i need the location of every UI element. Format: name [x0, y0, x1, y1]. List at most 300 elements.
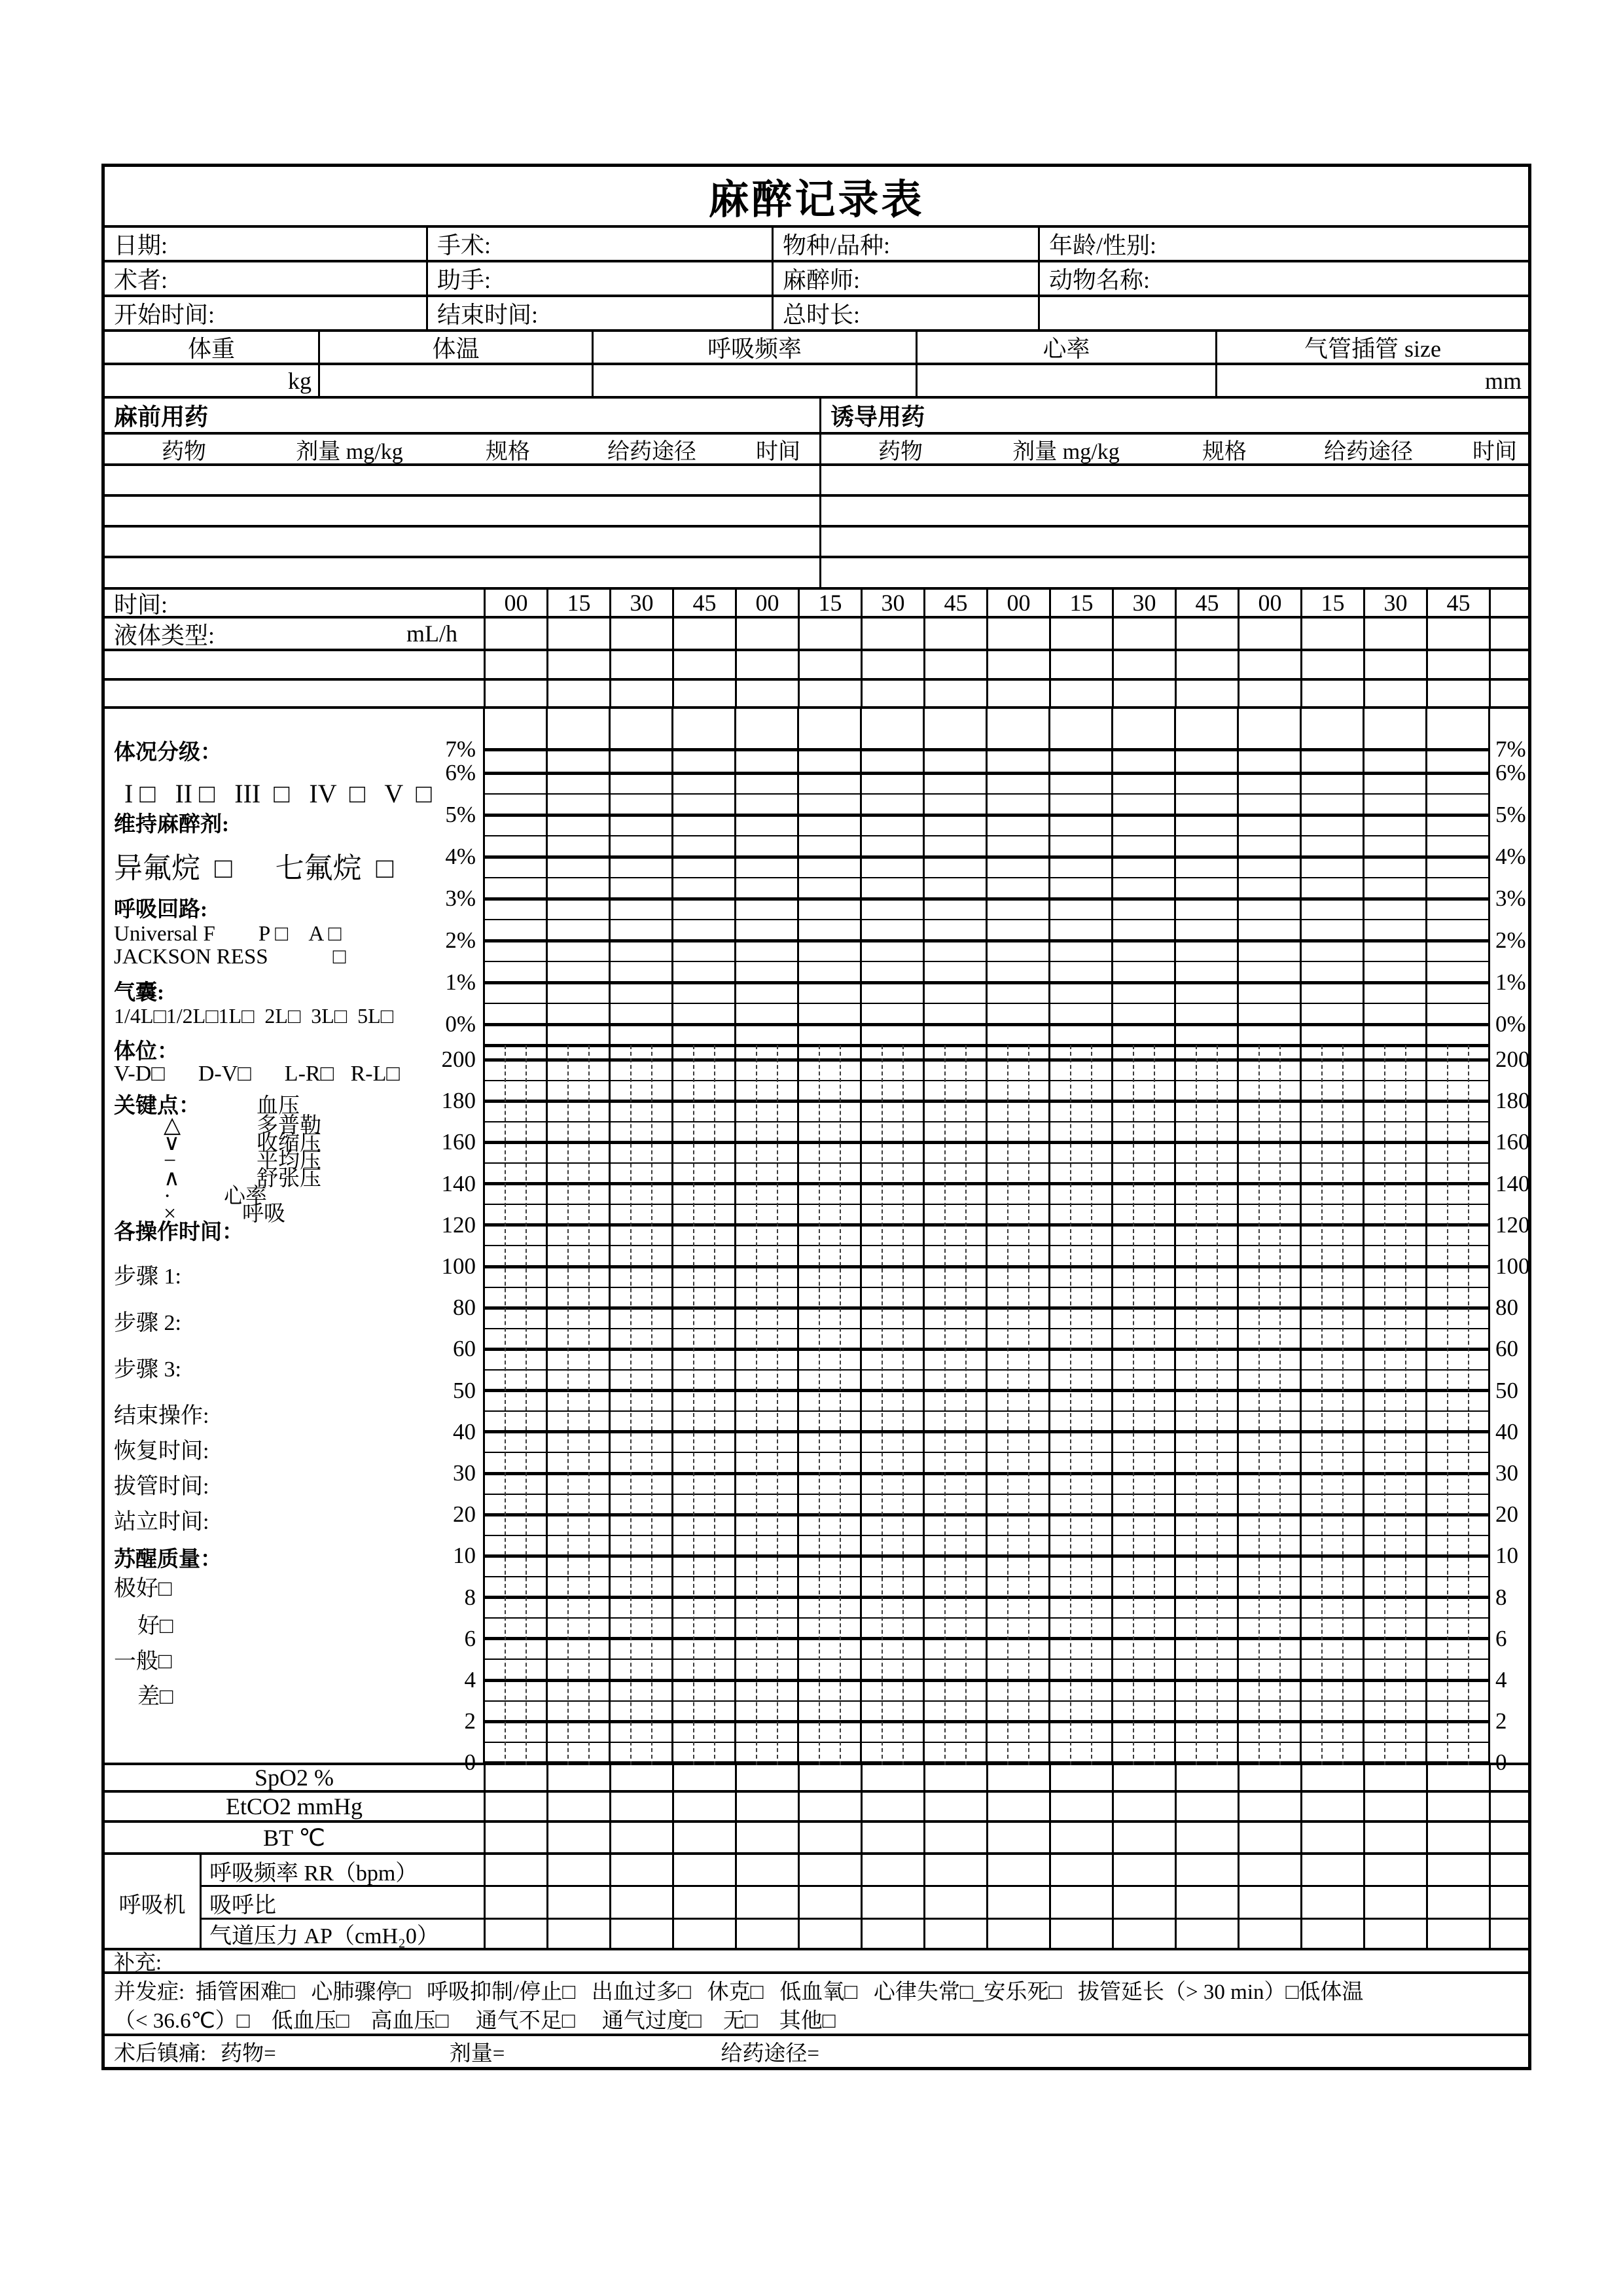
grid-cell[interactable] [986, 619, 1049, 649]
grid-cell[interactable] [1426, 1793, 1489, 1820]
grid-cell[interactable] [1112, 1793, 1175, 1820]
grid-dashed-line [840, 1045, 841, 1765]
grid-cell-narrow[interactable] [1489, 1793, 1528, 1820]
grid-cell[interactable] [546, 1919, 609, 1948]
grid-line [1300, 709, 1302, 1765]
grid-cell[interactable] [546, 1793, 609, 1820]
grid-cell[interactable] [1363, 619, 1426, 649]
grid-cell[interactable] [1363, 1765, 1426, 1790]
grid-cell[interactable] [1300, 651, 1363, 678]
start-time-label: 开始时间: [114, 302, 215, 328]
grid-cell[interactable] [1112, 1855, 1175, 1886]
supplement-row[interactable] [105, 1950, 1528, 1974]
grid-cell[interactable]: 00 [1238, 590, 1300, 616]
form-title-row [105, 167, 1528, 228]
grid-cell[interactable] [923, 1793, 986, 1820]
surgery-label: 手术: [437, 232, 491, 259]
duration-field[interactable] [772, 297, 1038, 329]
position-options[interactable]: V-D□ D-V□ L-R□ R-L□ [114, 1062, 400, 1086]
grid-cell-narrow[interactable] [1489, 681, 1528, 706]
col-time: 时间 [756, 439, 800, 464]
extra-row-label-cell[interactable] [105, 651, 484, 678]
grid-dashed-line [819, 1045, 820, 1765]
grid-cell[interactable] [672, 1855, 735, 1886]
grid-cell[interactable] [1175, 1919, 1238, 1948]
vitals-scale-label: 20 [453, 1501, 476, 1528]
grid-cell[interactable] [609, 651, 672, 678]
legend-heart-rate: 心率 [224, 1185, 267, 1208]
grid-cell[interactable] [546, 681, 609, 706]
grid-cell[interactable] [546, 619, 609, 649]
grid-cell[interactable] [1363, 1823, 1426, 1852]
grid-cell[interactable] [1175, 651, 1238, 678]
grid-cell[interactable] [923, 681, 986, 706]
info-empty-cell[interactable] [1038, 297, 1528, 329]
grid-cell[interactable] [609, 1793, 672, 1820]
grid-cell[interactable] [672, 1765, 735, 1790]
grid-cell[interactable] [986, 1765, 1049, 1790]
induction-entry-cell[interactable] [819, 528, 1528, 556]
grid-cell[interactable] [546, 651, 609, 678]
premed-entry-cell[interactable] [105, 466, 819, 494]
grid-cell[interactable] [1049, 1823, 1112, 1852]
anesthetist-field[interactable] [772, 262, 1038, 295]
grid-cell[interactable] [1112, 1919, 1175, 1948]
grid-cell[interactable] [546, 1886, 609, 1919]
grid-cell[interactable] [1112, 651, 1175, 678]
grid-cell[interactable]: 15 [1049, 590, 1112, 616]
postop-drug-field[interactable]: 药物= [221, 2042, 276, 2066]
grid-cell[interactable] [986, 651, 1049, 678]
grid-cell[interactable] [798, 651, 861, 678]
grid-cell[interactable] [609, 1765, 672, 1790]
grid-line [1425, 709, 1427, 1765]
percent-scale-label: 5% [1495, 802, 1526, 827]
grid-cell[interactable] [861, 681, 923, 706]
grid-cell[interactable] [484, 1765, 546, 1790]
grid-cell[interactable] [1363, 1919, 1426, 1948]
end-op-field[interactable]: 结束操作: [114, 1404, 209, 1428]
start-time-field[interactable] [105, 297, 426, 329]
grid-cell[interactable]: 30 [609, 590, 672, 616]
standing-time-field[interactable]: 站立时间: [114, 1510, 209, 1534]
grid-dashed-line [1133, 1045, 1134, 1765]
grid-cell[interactable] [1112, 619, 1175, 649]
grid-cell[interactable] [1238, 1919, 1300, 1948]
grid-cell[interactable] [484, 651, 546, 678]
grid-cell[interactable] [1175, 1855, 1238, 1886]
supplement-cell[interactable] [105, 1950, 1528, 1974]
grid-cell[interactable] [672, 619, 735, 649]
grid-cell[interactable] [861, 619, 923, 649]
temperature-input[interactable] [318, 365, 592, 396]
premed-entry-cell[interactable] [105, 528, 819, 556]
grid-cell[interactable] [986, 681, 1049, 706]
vent-separator [202, 1918, 1528, 1920]
grid-cell[interactable] [672, 1886, 735, 1919]
grid-cell[interactable] [1049, 1855, 1112, 1886]
grid-cell[interactable] [1049, 1886, 1112, 1919]
grid-cell[interactable] [1049, 1793, 1112, 1820]
induction-entry-cell[interactable] [819, 466, 1528, 494]
grid-cell[interactable] [672, 1793, 735, 1820]
weight-input[interactable] [105, 365, 318, 396]
extubation-time-field[interactable]: 拔管时间: [114, 1475, 209, 1499]
grid-cell-narrow[interactable] [1489, 1886, 1528, 1919]
vent-ap-row [105, 1919, 1528, 1950]
grid-dashed-line [1007, 1045, 1008, 1765]
step2-field[interactable]: 步骤 2: [114, 1311, 181, 1335]
grid-cell[interactable] [986, 1793, 1049, 1820]
postop-route-field[interactable]: 给药途径= [721, 2042, 820, 2066]
grid-dashed-line [1217, 1045, 1218, 1765]
grid-cell[interactable]: 45 [1426, 590, 1489, 616]
induction-entry-cell[interactable] [819, 497, 1528, 525]
grid-cell[interactable]: 45 [1175, 590, 1238, 616]
recovery-poor-option[interactable]: 差□ [137, 1685, 173, 1709]
grid-cell[interactable] [861, 1855, 923, 1886]
step1-field[interactable]: 步骤 1: [114, 1265, 181, 1289]
grid-cell[interactable] [1238, 1886, 1300, 1919]
col-drug: 药物 [878, 439, 923, 464]
grid-cell[interactable] [986, 1886, 1049, 1919]
percent-scale-label: 6% [445, 760, 476, 785]
grid-cell[interactable] [484, 1823, 546, 1852]
grid-cell[interactable] [609, 1886, 672, 1919]
vitals-scale-label: 4 [464, 1667, 476, 1693]
vitals-scale-label: 160 [1495, 1129, 1530, 1155]
grid-line [546, 709, 548, 1765]
grid-dashed-line [756, 1045, 757, 1765]
heart-rate-input[interactable] [916, 365, 1215, 396]
percent-scale-label: 7% [445, 736, 476, 762]
end-time-label: 结束时间: [437, 302, 539, 328]
grid-cell[interactable]: 15 [1300, 590, 1363, 616]
grid-cell[interactable] [735, 1855, 798, 1886]
grid-cell[interactable]: 45 [923, 590, 986, 616]
percent-scale-label: 4% [445, 844, 476, 869]
grid-cell-narrow[interactable] [1489, 590, 1528, 616]
animal-name-field[interactable] [1038, 262, 1528, 295]
grid-cell[interactable] [735, 1793, 798, 1820]
grid-cell[interactable] [1238, 1793, 1300, 1820]
bt-label: BT ℃ [263, 1824, 325, 1851]
postop-label: 术后镇痛: [114, 2042, 207, 2066]
grid-cell[interactable] [484, 1855, 546, 1886]
grid-dashed-line [902, 1045, 904, 1765]
premed-entry-cell[interactable] [105, 497, 819, 525]
grid-cell[interactable] [861, 1765, 923, 1790]
grid-dashed-line [567, 1045, 569, 1765]
grid-cell[interactable] [1426, 619, 1489, 649]
grid-cell[interactable] [546, 1823, 609, 1852]
grid-cell[interactable] [861, 1823, 923, 1852]
grid-cell[interactable] [1363, 1793, 1426, 1820]
grid-cell[interactable] [1175, 1823, 1238, 1852]
grid-cell-narrow[interactable] [1489, 1823, 1528, 1852]
vitals-scale-label: 0 [464, 1749, 476, 1776]
grid-cell[interactable] [861, 1919, 923, 1948]
species-field[interactable] [772, 228, 1038, 260]
grid-cell-narrow[interactable] [1489, 1855, 1528, 1886]
grid-cell[interactable] [986, 1823, 1049, 1852]
grid-cell[interactable] [986, 1855, 1049, 1886]
ett-size-input[interactable] [1215, 365, 1528, 396]
grid-dashed-line [1342, 1045, 1344, 1765]
percent-scale-label: 3% [445, 886, 476, 911]
grid-cell[interactable] [1300, 1855, 1363, 1886]
grid-cell[interactable] [861, 1793, 923, 1820]
circuit-jackson-option[interactable]: JACKSON RESS □ [114, 945, 346, 969]
grid-dashed-line [777, 1045, 778, 1765]
grid-cell[interactable] [1300, 1919, 1363, 1948]
grid-cell[interactable] [1300, 681, 1363, 706]
percent-scale-label: 0% [1495, 1011, 1526, 1037]
grid-cell[interactable] [735, 1919, 798, 1948]
grid-cell[interactable] [735, 681, 798, 706]
grid-line [1174, 709, 1176, 1765]
grid-cell[interactable] [798, 1886, 861, 1919]
grid-cell[interactable] [1300, 1765, 1363, 1790]
grid-dashed-line [1279, 1045, 1281, 1765]
date-field[interactable] [105, 228, 426, 260]
vitals-scale-label: 160 [441, 1129, 476, 1155]
etco2-label-cell [105, 1793, 484, 1820]
age-sex-field[interactable] [1038, 228, 1528, 260]
recovery-excellent-option[interactable]: 极好□ [114, 1577, 172, 1601]
grid-cell[interactable]: 30 [861, 590, 923, 616]
surgeon-field[interactable] [105, 262, 426, 295]
grid-cell-narrow[interactable] [1489, 651, 1528, 678]
vitals-scale-label: 6 [1495, 1625, 1507, 1651]
grid-cell[interactable] [1426, 1886, 1489, 1919]
grid-cell[interactable] [672, 1823, 735, 1852]
complications-line1[interactable]: 并发症: 插管困难□ 心肺骤停□ 呼吸抑制/停止□ 出血过多□ 休克□ 低血氧□ 心律失常□_安乐死□ 拔管延长（> 30 min）□低体温 [114, 1981, 1364, 2004]
premed-entry-cell[interactable] [105, 558, 819, 587]
extra-row-label-cell[interactable] [105, 681, 484, 706]
legend-doppler: 多普勒 [257, 1114, 321, 1138]
grid-cell[interactable] [484, 619, 546, 649]
surgery-field[interactable] [426, 228, 772, 260]
grid-cell[interactable]: 00 [484, 590, 546, 616]
postop-row[interactable] [105, 2036, 1528, 2067]
grid-cell[interactable] [1238, 1855, 1300, 1886]
grid-dashed-line [1321, 1045, 1323, 1765]
circuit-universal-option[interactable]: Universal F P □ A □ [114, 922, 342, 946]
grid-cell[interactable] [1238, 619, 1300, 649]
grid-cell[interactable] [1238, 651, 1300, 678]
ventilator-span-label: 呼吸机 [105, 1855, 202, 1950]
induction-entry-cell[interactable] [819, 558, 1528, 587]
grid-cell[interactable] [1300, 1886, 1363, 1919]
grid-cell[interactable] [484, 681, 546, 706]
grid-cell[interactable] [1049, 619, 1112, 649]
grid-cell[interactable] [735, 619, 798, 649]
recovery-good-option[interactable]: 好□ [137, 1614, 173, 1638]
grid-line [1237, 709, 1239, 1765]
grid-cell[interactable] [1049, 1919, 1112, 1948]
vitals-scale-label: 2 [1495, 1708, 1507, 1734]
vitals-scale-label: 8 [1495, 1584, 1507, 1610]
complications-row[interactable] [105, 1974, 1528, 2036]
postop-cell[interactable] [105, 2036, 1528, 2067]
grid-cell-narrow[interactable] [1489, 1919, 1528, 1948]
grid-cell[interactable] [735, 651, 798, 678]
grid-cell[interactable] [484, 1919, 546, 1948]
grid-line [1111, 709, 1113, 1765]
grid-cell[interactable] [923, 1919, 986, 1948]
grid-cell[interactable] [546, 1765, 609, 1790]
grid-cell[interactable]: 45 [672, 590, 735, 616]
duration-label: 总时长: [783, 302, 861, 328]
grid-cell[interactable] [1175, 1793, 1238, 1820]
date-label: 日期: [114, 232, 168, 259]
grid-cell[interactable] [609, 1855, 672, 1886]
grid-cell[interactable] [1363, 1855, 1426, 1886]
grid-cell[interactable] [484, 1886, 546, 1919]
grid-cell[interactable] [1363, 651, 1426, 678]
grid-dashed-line [651, 1045, 652, 1765]
grid-cell[interactable] [609, 1919, 672, 1948]
grid-cell[interactable] [1426, 1823, 1489, 1852]
position-label: 体位： [114, 1040, 179, 1064]
grid-cell[interactable] [609, 681, 672, 706]
grid-cell[interactable] [1238, 1765, 1300, 1790]
bag-options[interactable]: 1/4L□1/2L□1L□ 2L□ 3L□ 5L□ [114, 1004, 394, 1028]
grid-cell[interactable] [861, 1886, 923, 1919]
grid-cell[interactable] [1238, 1823, 1300, 1852]
assistant-label: 助手: [437, 267, 491, 293]
grid-cell[interactable] [672, 1919, 735, 1948]
grid-cell[interactable] [609, 1823, 672, 1852]
assistant-field[interactable] [426, 262, 772, 295]
grid-cell[interactable] [1363, 1886, 1426, 1919]
grid-cell[interactable] [1426, 681, 1489, 706]
induction-section-header: 诱导用药 [819, 399, 1528, 432]
info-row-1 [105, 228, 1528, 262]
grid-cell[interactable] [923, 1855, 986, 1886]
grid-cell[interactable] [923, 1765, 986, 1790]
grid-cell[interactable] [1112, 1765, 1175, 1790]
vitals-scale-label: 60 [453, 1336, 476, 1362]
grid-cell[interactable] [798, 1765, 861, 1790]
col-spec: 规格 [1202, 439, 1247, 464]
grid-cell[interactable] [1363, 681, 1426, 706]
grid-cell[interactable] [484, 1793, 546, 1820]
time-header-row [105, 590, 1528, 619]
grid-cell[interactable]: 00 [986, 590, 1049, 616]
grid-cell[interactable] [986, 1919, 1049, 1948]
col-drug: 药物 [162, 439, 206, 464]
condition-grade-options[interactable]: I □ II □ III □ IV □ V □ [124, 779, 432, 808]
grid-cell[interactable] [672, 681, 735, 706]
time-label: 时间: [114, 591, 168, 618]
grid-cell[interactable] [735, 1886, 798, 1919]
grid-cell[interactable] [1175, 1765, 1238, 1790]
col-time: 时间 [1472, 439, 1517, 464]
grid-cell[interactable] [923, 651, 986, 678]
grid-dashed-line [965, 1045, 967, 1765]
percent-scale-label: 6% [1495, 760, 1526, 785]
grid-cell-narrow[interactable] [1489, 619, 1528, 649]
recovery-time-field[interactable]: 恢复时间: [114, 1439, 209, 1463]
end-time-field[interactable] [426, 297, 772, 329]
grid-cell[interactable] [672, 651, 735, 678]
grid-cell[interactable] [1175, 619, 1238, 649]
grid-cell[interactable] [546, 1855, 609, 1886]
grid-cell[interactable]: 30 [1363, 590, 1426, 616]
grid-cell[interactable] [735, 1823, 798, 1852]
grid-cell[interactable] [1300, 1793, 1363, 1820]
grid-cell[interactable] [1426, 651, 1489, 678]
grid-cell[interactable] [798, 1855, 861, 1886]
med-section-header-row [105, 399, 1528, 435]
grid-cell[interactable] [1175, 681, 1238, 706]
grid-cell[interactable] [923, 1886, 986, 1919]
grid-cell[interactable] [609, 619, 672, 649]
grid-cell[interactable] [861, 651, 923, 678]
grid-line [860, 709, 862, 1765]
grid-cell[interactable] [1175, 1886, 1238, 1919]
legend-mean-symbol: − [164, 1149, 177, 1173]
vent-separator [202, 1885, 1528, 1887]
vent-ie-label: 吸呼比 [209, 1893, 276, 1918]
grid-cell[interactable] [1426, 1919, 1489, 1948]
complications-line2[interactable]: （< 36.6℃）□ 低血压□ 高血压□ 通气不足□ 通气过度□ 无□ 其他□ [114, 2009, 836, 2033]
grid-cell[interactable] [1300, 619, 1363, 649]
grid-cell[interactable] [1300, 1823, 1363, 1852]
grid-cell[interactable] [1426, 1855, 1489, 1886]
resp-rate-header: 呼吸频率 [592, 332, 916, 363]
fluid-label-cell[interactable] [105, 619, 484, 649]
grid-cell[interactable] [798, 1823, 861, 1852]
grid-dashed-line [882, 1045, 883, 1765]
recovery-fair-option[interactable]: 一般□ [114, 1649, 172, 1674]
grid-cell[interactable] [735, 1765, 798, 1790]
grid-cell[interactable] [798, 681, 861, 706]
grid-cell[interactable]: 00 [735, 590, 798, 616]
grid-cell[interactable] [1049, 651, 1112, 678]
resp-rate-input[interactable] [592, 365, 916, 396]
grid-cell[interactable]: 30 [1112, 590, 1175, 616]
grid-cell[interactable] [1112, 681, 1175, 706]
grid-line [923, 709, 925, 1765]
grid-cell[interactable] [1112, 1886, 1175, 1919]
premed-columns [105, 435, 819, 463]
grid-cell[interactable]: 15 [798, 590, 861, 616]
grid-cell[interactable] [1049, 1765, 1112, 1790]
grid-cell[interactable] [798, 1919, 861, 1948]
grid-cell[interactable] [1238, 681, 1300, 706]
grid-cell[interactable] [1112, 1823, 1175, 1852]
mm-unit: mm [1484, 367, 1522, 394]
maintenance-options[interactable]: 异氟烷 □ 七氟烷 □ [114, 852, 394, 884]
grid-cell-narrow[interactable] [1489, 1765, 1528, 1790]
vitals-scale-label: 20 [1495, 1501, 1518, 1528]
postop-dose-field[interactable]: 剂量= [449, 2042, 505, 2066]
grid-cell[interactable] [923, 619, 986, 649]
grid-cell[interactable] [1049, 681, 1112, 706]
grid-cell[interactable] [1426, 1765, 1489, 1790]
grid-dashed-line [1258, 1045, 1260, 1765]
grid-cell[interactable] [798, 619, 861, 649]
grid-cell[interactable]: 15 [546, 590, 609, 616]
grid-cell[interactable] [923, 1823, 986, 1852]
step3-field[interactable]: 步骤 3: [114, 1357, 181, 1382]
grid-cell[interactable] [798, 1793, 861, 1820]
legend-mean: 平均压 [257, 1149, 321, 1173]
legend-respiration-symbol: × [164, 1202, 177, 1226]
